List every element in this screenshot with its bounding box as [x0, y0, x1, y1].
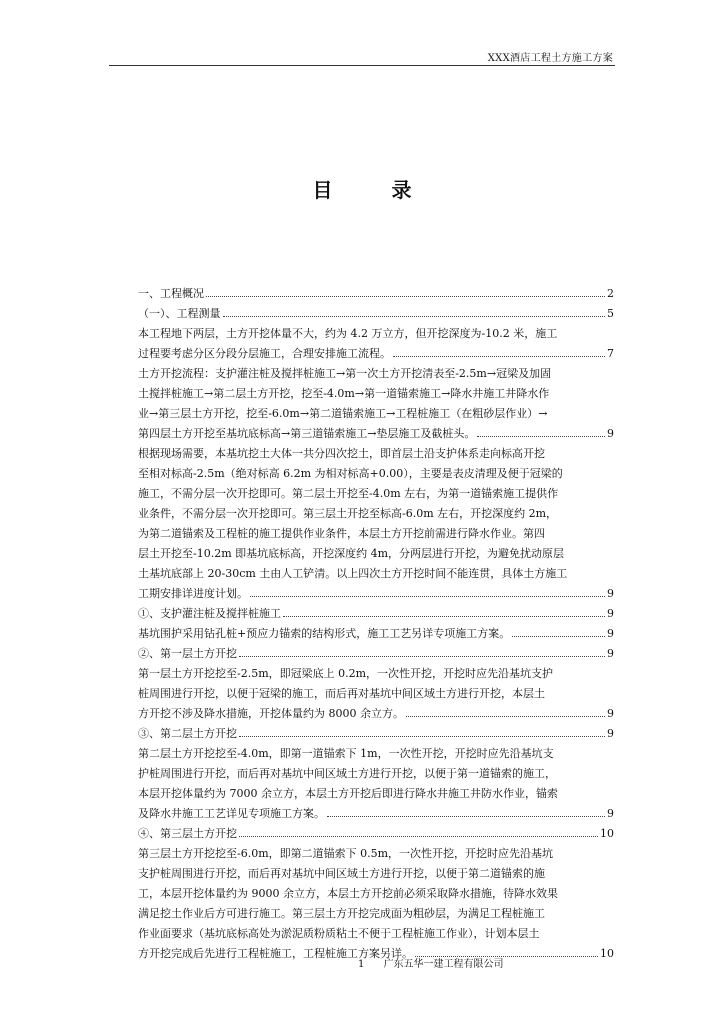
toc-dot-leader: [239, 827, 598, 837]
toc-entry-line: 作业面要求（基坑底标高处为淤泥质粉质粘土不便于工程桩施工作业），计划本层土: [138, 927, 540, 940]
toc-entry-text: （一）、工程测量: [138, 307, 221, 320]
toc-entry-line: 至相对标高-2.5m（绝对标高 6.2m 为相对标高+0.00），主要是表皮清理及便于冠梁的: [138, 467, 563, 480]
toc-entry-text: ③、第二层土方开挖: [138, 727, 237, 740]
toc-entry-line: 为第二道锚索及工程桩的施工提供作业条件，本层土方开挖前需进行降水作业。第四: [138, 527, 545, 540]
toc-entry[interactable]: [138, 824, 614, 844]
toc-page-number: 9: [607, 707, 614, 720]
page-title: 目 录: [312, 178, 438, 202]
toc-entry-leader-line: [138, 424, 614, 444]
toc-entry-text: 过程要考虑分区分段分层施工，合理安排施工流程。: [138, 347, 391, 360]
toc-dot-leader: [250, 587, 605, 597]
toc-entry-line: 土搅拌桩施工→第二层土方开挖，挖至-4.0m→第一道锚索施工→降水井施工井降水作: [138, 387, 550, 400]
toc-entry[interactable]: [138, 304, 614, 324]
toc-dot-leader: [206, 287, 605, 297]
toc-entry-leader-line: [138, 804, 614, 824]
toc-entry-line: 工，本层开挖体量约为 9000 余立方，本层土方开挖前必须采取降水措施，待降水效果: [138, 887, 558, 900]
toc-entry-line: 土方开挖流程：支护灌注桩及搅拌桩施工→第一次土方开挖清表至-2.5m→冠梁及加固: [138, 367, 552, 380]
toc-entry-line: 业→第三层土方开挖，挖至-6.0m→第二道锚索施工→工程桩施工（在粗砂层作业）→: [138, 407, 548, 420]
toc-entry-line: 土基坑底部上 20-30cm 土由人工铲清。以上四次土方开挖时间不能连贯，具体土方施工: [138, 567, 568, 580]
toc-entry-line: 层土开挖至-10.2m 即基坑底标高，开挖深度约 4m，分两层进行开挖，为避免扰动原层: [138, 547, 565, 560]
toc-page-number: 9: [607, 627, 614, 640]
toc-entry-leader-line: [138, 824, 614, 844]
toc-entry-line: 满足挖土作业后方可进行施工。第三层土方开挖完成面为粗砂层，为满足工程桩施工: [138, 907, 545, 920]
page-header: [109, 47, 615, 66]
toc-entry[interactable]: [138, 604, 614, 624]
toc-entry[interactable]: [138, 664, 614, 724]
toc-entry-leader-line: [138, 704, 614, 724]
toc-entry-leader-line: [138, 724, 614, 744]
toc-page-number: 10: [600, 947, 614, 960]
table-of-contents: [138, 284, 614, 964]
toc-page-number: 9: [607, 727, 614, 740]
toc-entry-line: 本层开挖体量约为 7000 余立方，本层土方开挖后即进行降水井施工井防水作业，锚索: [138, 787, 558, 800]
toc-entry-line: 第三层土方开挖挖至-6.0m，即第二道锚索下 0.5m，一次性开挖，开挖时应先沿基坑: [138, 847, 554, 860]
toc-entry-line: 支护桩周围进行开挖，而后再对基坑中间区域土方进行开挖，以便于第二道锚索的施: [138, 867, 545, 880]
toc-dot-leader: [239, 727, 605, 737]
toc-entry-line: 桩周围进行开挖，以便于冠梁的施工，而后再对基坑中间区域土方进行开挖，本层土: [138, 687, 545, 700]
toc-entry-leader-line: [138, 584, 614, 604]
toc-page-number: 7: [607, 347, 614, 360]
toc-dot-leader: [406, 707, 605, 717]
toc-entry-text: 第四层土方开挖至基坑底标高→第三道锚索施工→垫层施工及截桩头。: [138, 427, 476, 440]
toc-entry-leader-line: [138, 624, 614, 644]
toc-entry[interactable]: [138, 644, 614, 664]
toc-entry-leader-line: [138, 604, 614, 624]
toc-entry-leader-line: [138, 344, 614, 364]
toc-entry-leader-line: [138, 304, 614, 324]
toc-entry[interactable]: [138, 744, 614, 824]
toc-entry-text: ①、支护灌注桩及搅拌桩施工: [138, 607, 281, 620]
toc-entry[interactable]: [138, 624, 614, 644]
toc-entry[interactable]: [138, 724, 614, 744]
toc-entry[interactable]: [138, 844, 614, 964]
toc-dot-leader: [477, 427, 605, 437]
toc-entry-text: 基坑围护采用钻孔桩+预应力锚索的结构形式，施工工艺另详专项施工方案。: [138, 627, 511, 640]
toc-dot-leader: [393, 347, 605, 357]
toc-entry[interactable]: [138, 364, 614, 444]
toc-entry[interactable]: [138, 444, 614, 604]
toc-entry-text: 及降水井施工工艺详见专项施工方案。: [138, 807, 325, 820]
header-title: XXX酒店工程土方施工方案: [487, 53, 613, 64]
toc-entry-text: 工期安排详进度计划。: [138, 587, 248, 600]
footer-page-number: 1: [358, 959, 365, 970]
toc-entry-text: 方开挖完成后先进行工程桩施工，工程桩施工方案另详。: [138, 947, 413, 960]
toc-entry-text: 方开挖不涉及降水措施，开挖体量约为 8000 余立方。: [138, 707, 404, 720]
toc-entry-line: 护桩周围进行开挖，而后再对基坑中间区域土方进行开挖，以便于第一道锚索的施工，: [138, 767, 556, 780]
toc-page-number: 9: [607, 647, 614, 660]
toc-dot-leader: [512, 627, 605, 637]
toc-entry-line: 第一层土方开挖挖至-2.5m，即冠梁底上 0.2m，一次性开挖，开挖时应先沿基坑支护: [138, 667, 554, 680]
toc-page-number: 10: [600, 827, 614, 840]
toc-page-number: 9: [607, 607, 614, 620]
toc-entry-line: 施工，不需分层一次开挖即可。第二层土开挖至-4.0m 左右，为第一道锚索施工提供作: [138, 487, 559, 500]
toc-entry-line: 业条件，不需分层一次开挖即可。第三层土开挖至标高-6.0m 左右，开挖深度约 2m，: [138, 507, 558, 520]
toc-dot-leader: [327, 807, 605, 817]
toc-page-number: 5: [607, 307, 614, 320]
toc-dot-leader: [283, 607, 605, 617]
toc-entry-leader-line: [138, 644, 614, 664]
toc-entry[interactable]: [138, 324, 614, 364]
toc-page-number: 9: [607, 587, 614, 600]
toc-entry-line: 本工程地下两层，土方开挖体量不大，约为 4.2 万立方，但开挖深度为-10.2 米，施工: [138, 327, 558, 340]
page-footer: [358, 955, 504, 970]
footer-company: 广东五华一建工程有限公司: [383, 959, 504, 970]
toc-page-number: 9: [607, 807, 614, 820]
toc-entry-leader-line: [138, 284, 614, 304]
toc-dot-leader: [223, 307, 606, 317]
toc-entry[interactable]: [138, 284, 614, 304]
toc-page-number: 2: [607, 287, 614, 300]
toc-entry-line: 第二层土方开挖挖至-4.0m，即第一道锚索下 1m，一次性开挖，开挖时应先沿基坑支: [138, 747, 554, 760]
toc-entry-line: 根据现场需要，本基坑挖土大体一共分四次挖土，即首层土沿支护体系走向标高开挖: [138, 447, 545, 460]
toc-entry-text: 一、工程概况: [138, 287, 204, 300]
toc-entry-text: ④、第三层土方开挖: [138, 827, 237, 840]
toc-entry-text: ②、第一层土方开挖: [138, 647, 237, 660]
toc-page-number: 9: [607, 427, 614, 440]
toc-dot-leader: [239, 647, 605, 657]
